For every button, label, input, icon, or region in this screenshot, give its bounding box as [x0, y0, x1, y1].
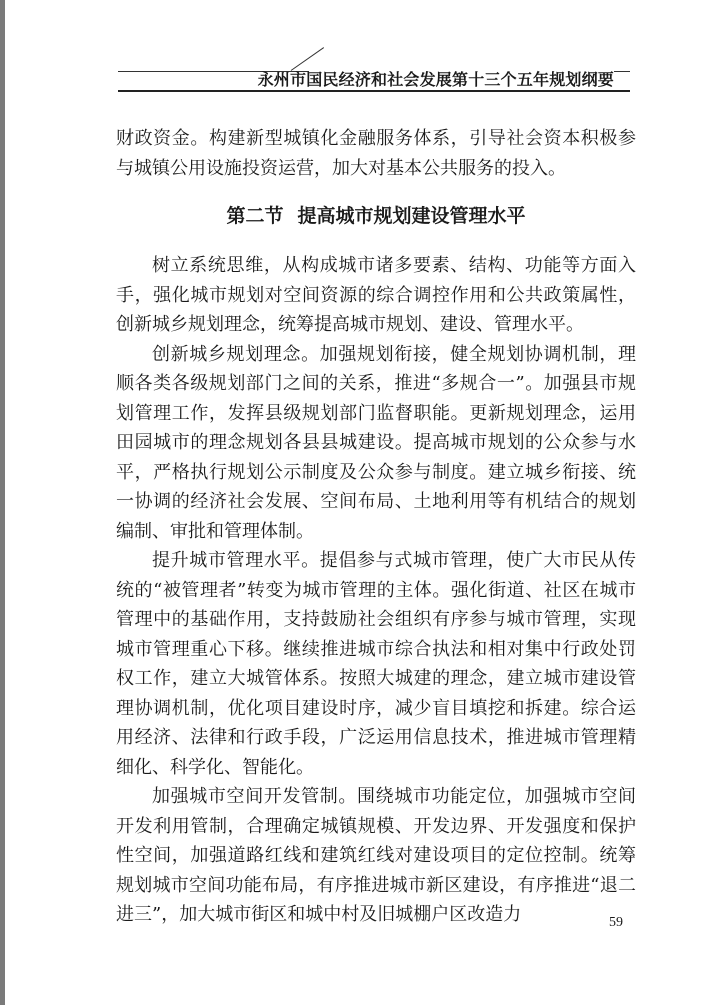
- header-bottom-rule: [118, 90, 630, 92]
- paragraph-overview: 树立系统思维，从构成城市诸多要素、结构、功能等方面入手，强化城市规划对空间资源的综合调控作用和公共政策属性，创新城乡规划理念，统筹提高城市规划、建设、管理水平。: [116, 255, 636, 335]
- page-left-edge: [0, 0, 5, 1005]
- intro-paragraph: 财政资金。构建新型城镇化金融服务体系，引导社会资本积极参与城镇公用设施投资运营，加大对基本公共服务的投入。: [116, 128, 636, 179]
- body-text: [116, 124, 636, 930]
- paragraph-planning-concept: 创新城乡规划理念。加强规划衔接，健全规划协调机制，理顺各类各级规划部门之间的关系，推进“多规合一”。加强县市规划管理工作，发挥县级规划部门监督职能。更新规划理念，运用田园城市的理念规划各县县城建设。提高城市规划的公众参与水平，严格执行规划公示制度及公众参与制度。建立城乡衔接、统一协调的经济社会发展、空间布局、土地利用等有机结合的规划编制、审批和管理体制。: [116, 343, 636, 542]
- section-title: 提高城市规划建设管理水平: [297, 205, 526, 227]
- running-header: [118, 60, 630, 94]
- paragraph-city-management: 提升城市管理水平。提倡参与式城市管理，使广大市民从传统的“被管理者”转变为城市管理的主体。强化街道、社区在城市管理中的基础作用，支持鼓励社会组织有序参与城市管理，实现城市管理重心下移。继续推进城市综合执法和相对集中行政处罚权工作，建立大城管体系。按照大城建的理念，建立城市建设管理协调机制，优化项目建设时序，减少盲目填挖和拆建。综合运用经济、法律和行政手段，广泛运用信息技术，推进城市管理精细化、科学化、智能化。: [116, 550, 636, 778]
- section-heading: [116, 202, 636, 230]
- header-title-block: [257, 64, 614, 89]
- header-title: 永州市国民经济和社会发展第十三个五年规划纲要: [257, 70, 614, 89]
- section-number: 第二节: [226, 205, 284, 227]
- paragraph-space-control: 加强城市空间开发管制。围绕城市功能定位，加强城市空间开发利用管制，合理确定城镇规模、开发边界、开发强度和保护性空间，加强道路红线和建筑红线对建设项目的定位控制。统筹规划城市空间功能布局，有序推进城市新区建设，有序推进“退二进三”，加大城市街区和城中村及旧城棚户区改造力: [116, 786, 636, 925]
- page-number: 59: [609, 915, 623, 930]
